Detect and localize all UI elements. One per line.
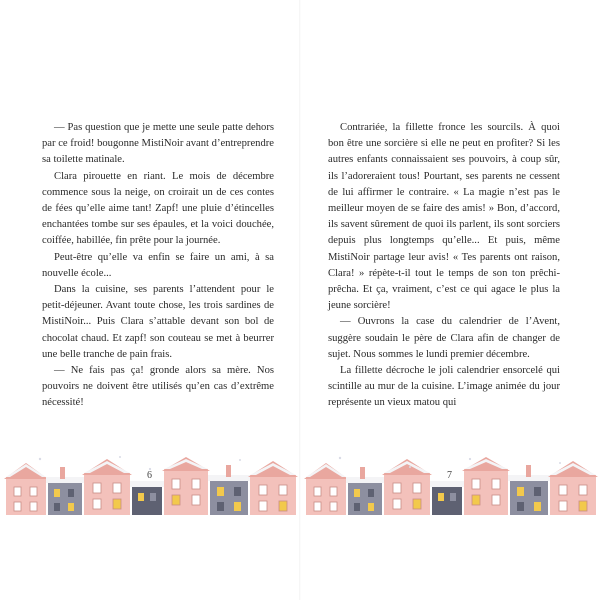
paragraph: Clara pirouette en riant. Le mois de décembre commence sous la neige, on croirait un de ces contes de fées qu’elle aime tant! Zapf! une pluie d’étincelles enchantées tombe sur ses épaules, et la voici douchée, coiffée, habillée, fin prête pour la journée. <box>42 170 274 247</box>
paragraph: La fillette décroche le joli calendrier ensorcelé qui scintille au mur de la cuisine. L’image animée du jour représente un vieux matou qui <box>328 365 560 409</box>
paragraph: Dans la cuisine, ses parents l’attendent pour le petit-déjeuner. Avant toute chose, les trois sardines de MistiNoir... Puis Clara s’attable devant son bol de chocolat chaud. Et zapf! son couteau se met à beurrer une belle tranche de pain frais. <box>42 284 274 360</box>
left-town-strip <box>4 457 298 515</box>
paragraph: Contrariée, la fillette fronce les sourcils. À quoi bon être une sorcière si elle ne peut en profiter? Si les autres enfants connaissaient ses pouvoirs, à coup sûr, ils l’adoreraient tous! Pourtant, ses parents ne cessent de lui affirmer le contraire. « La magie n’est pas le meilleur moyen de se faire des amis! » Bon, d’accord, ils savent sûrement de quoi ils parlent, ils sont sorciers depuis plus longtemps qu’elle... Et puis, même MistiNoir partage leur avis! « Tes parents ont raison, Clara! » répète-t-il tout le temps de son ton prêchi-prêcha. Et ça, vraiment, c’est ce qui agace le plus la jeune sorcière! <box>328 122 560 312</box>
paragraph: — Ne fais pas ça! gronde alors sa mère. Nos pouvoirs ne doivent être utilisés qu’en cas d’extrême nécessité! <box>42 365 274 409</box>
paragraph: Peut-être qu’elle va enfin se faire un ami, à sa nouvelle école... <box>42 251 274 279</box>
left-page-text <box>42 120 274 412</box>
page-number: 6 <box>147 470 152 481</box>
paragraph: — Pas question que je mette une seule patte dehors par ce froid! bougonne MistiNoir avant d’entreprendre sa toilette matinale. <box>42 122 274 166</box>
paragraph: — Ouvrons la case du calendrier de l’Avent, suggère soudain le père de Clara afin de changer de sujet. Nous sommes le lundi premier décembre. <box>328 316 560 360</box>
right-page-text <box>328 120 560 412</box>
snowy-rooftops-illustration <box>0 455 600 515</box>
page-number: 7 <box>447 470 452 481</box>
